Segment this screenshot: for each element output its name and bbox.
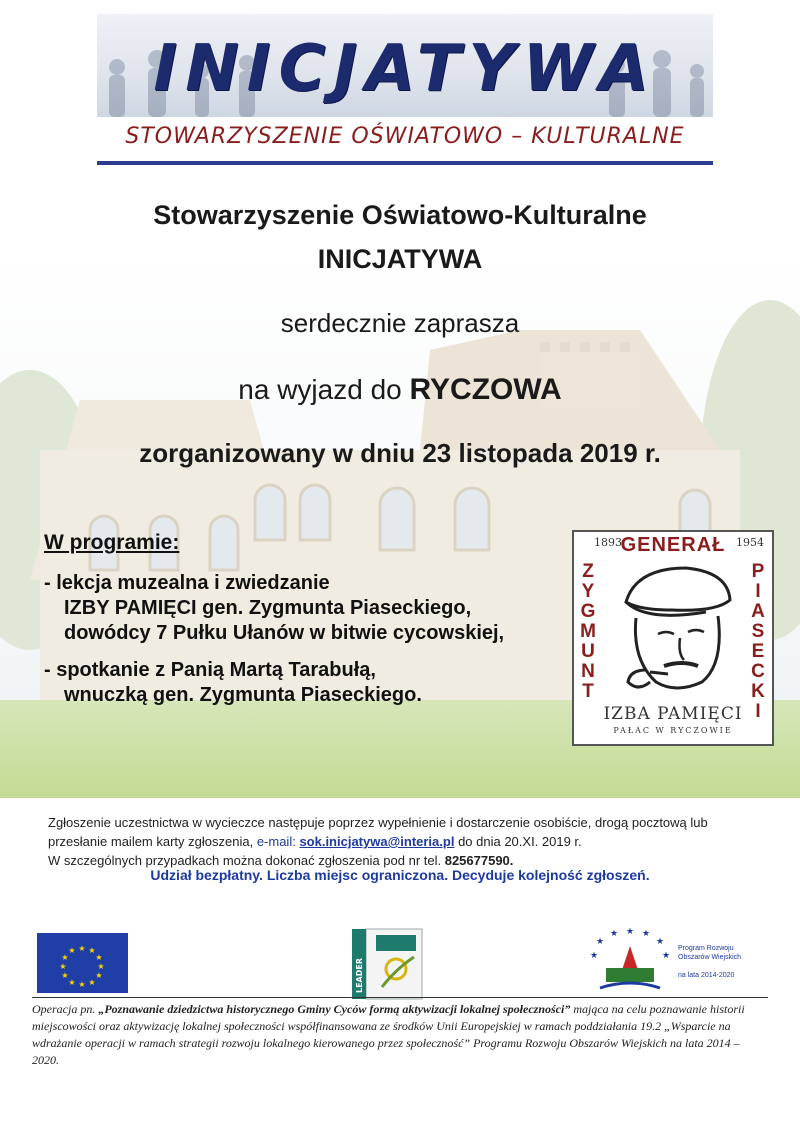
header-divider (97, 161, 713, 165)
headline-invite: serdecznie zaprasza (280, 308, 520, 338)
prow-emblem-icon (584, 924, 676, 998)
leader-logo (352, 927, 424, 1001)
program-item (44, 571, 574, 646)
email-label: e-mail: (256, 834, 300, 849)
prow-years: na lata 2014-2020 (678, 972, 735, 979)
svg-text:★: ★ (88, 978, 96, 987)
headline-organization: Stowarzyszenie Oświatowo-Kulturalne (153, 200, 647, 230)
program-section (44, 530, 574, 720)
memorial-letter: C (751, 661, 765, 682)
email-address[interactable]: sok.inicjatywa@interia.pl (299, 834, 455, 849)
headline-trip-prefix: na wyjazd do (238, 374, 410, 405)
banner-subtitle: STOWARZYSZENIE OŚWIATOWO – KULTURALNE (125, 124, 685, 149)
svg-text:★: ★ (95, 953, 103, 962)
banner-title: INICJATYWA (153, 32, 657, 106)
birth-year: 1893 (594, 536, 622, 549)
svg-text:★: ★ (595, 937, 605, 947)
headline-date: zorganizowany w dniu 23 listopada 2019 r. (139, 438, 661, 468)
leader-emblem-icon (352, 927, 424, 1001)
prow-program: Program Rozwoju Obszarów Wiejskich (678, 945, 742, 961)
memorial-last-name (748, 562, 768, 722)
svg-text:★: ★ (68, 978, 76, 987)
memorial-letter: U (581, 641, 595, 662)
svg-text:★: ★ (641, 929, 651, 939)
svg-text:★: ★ (97, 962, 105, 971)
svg-text:★: ★ (661, 951, 671, 961)
prow-text (678, 944, 766, 980)
footer-operation (32, 997, 768, 1069)
memorial-first-name (578, 562, 598, 702)
svg-text:★: ★ (59, 962, 67, 971)
memorial-letter: A (751, 601, 765, 622)
svg-text:★: ★ (625, 927, 635, 937)
program-item-line: dowódcy 7 Pułku Ułanów w bitwie cycowskiej, (64, 622, 505, 644)
eu-stars-icon (37, 933, 128, 993)
program-item-line: IZBY PAMIĘCI gen. Zygmunta Piaseckiego, (64, 597, 472, 619)
prow-logo (584, 924, 764, 998)
registration-info (48, 813, 758, 870)
info-phone-text: W szczególnych przypadkach można dokonać zgłoszenia pod nr tel. (48, 853, 445, 868)
memorial-letter: G (580, 601, 596, 622)
info-deadline: do dnia 20.XI. 2019 r. (454, 834, 582, 849)
general-portrait-icon (606, 560, 740, 700)
memorial-letter: E (751, 641, 765, 662)
headline-name: INICJATYWA (317, 244, 483, 274)
eu-flag-logo (37, 933, 128, 993)
headline-trip (0, 373, 800, 407)
notice-line: Udział bezpłatny. Liczba miejsc ograniczona. Decyduje kolejność zgłoszeń. (150, 867, 650, 883)
memorial-letter: I (755, 701, 761, 722)
memorial-palac: PAŁAC W RYCZOWIE (613, 726, 733, 735)
footer-prefix: Operacja pn. (32, 1002, 99, 1016)
program-heading: W programie: (44, 531, 180, 554)
svg-text:★: ★ (95, 971, 103, 980)
program-item-line: wnuczką gen. Zygmunta Piaseckiego. (64, 684, 422, 706)
svg-text:★: ★ (68, 946, 76, 955)
svg-text:★: ★ (78, 980, 86, 989)
info-text: Zgłoszenie uczestnictwa w wycieczce następuje poprzez wypełnienie i dostarczenie osobiście, drogą pocztową lub przesłanie mailem karty zgłoszenia, (48, 815, 708, 849)
memorial-title: GENERAŁ (620, 534, 726, 556)
memorial-letter: T (582, 681, 594, 702)
program-item (44, 658, 574, 708)
memorial-letter: K (751, 681, 765, 702)
svg-text:★: ★ (78, 944, 86, 953)
memorial-letter: S (751, 621, 765, 642)
svg-text:★: ★ (88, 946, 96, 955)
phone-number: 825677590. (444, 853, 514, 868)
svg-text:★: ★ (61, 953, 69, 962)
program-item-line: - lekcja muzealna i zwiedzanie (44, 572, 330, 594)
memorial-letter: P (751, 561, 765, 582)
memorial-letter: Z (582, 561, 594, 582)
leader-text: LEADER (355, 957, 364, 993)
memorial-emblem (572, 530, 774, 746)
program-item-line: - spotkanie z Panią Martą Tarabułą, (44, 659, 376, 681)
header-banner (97, 14, 713, 117)
svg-text:★: ★ (589, 951, 599, 961)
memorial-izba: IZBA PAMIĘCI (603, 704, 743, 724)
memorial-letter: Y (581, 581, 595, 602)
death-year: 1954 (736, 536, 764, 549)
svg-text:★: ★ (655, 937, 665, 947)
footer-operation-name: „Poznawanie dziedzictwa historycznego Gminy Cyców formą aktywizacji lokalnej społeczności” (98, 1002, 571, 1016)
headline-place: RYCZOWA (409, 373, 562, 406)
memorial-letter: I (755, 581, 761, 602)
memorial-letter: M (580, 621, 596, 642)
svg-text:★: ★ (61, 971, 69, 980)
footer-rest: mająca na celu poznawanie historii miejscowości oraz aktywizację lokalnej społeczności współfinansowana ze środków Unii Europejskiej w ramach poddziałania 19.2 „Wsparcie na wdrażanie operacji w ramach strategii rozwoju lokalnego kierowanego przez społeczność” Programu Rozwoju Obszarów Wiejskich na lata 2014 – 2020. (32, 1002, 745, 1067)
email-link[interactable] (299, 834, 454, 849)
memorial-letter: N (581, 661, 595, 682)
svg-text:★: ★ (609, 929, 619, 939)
